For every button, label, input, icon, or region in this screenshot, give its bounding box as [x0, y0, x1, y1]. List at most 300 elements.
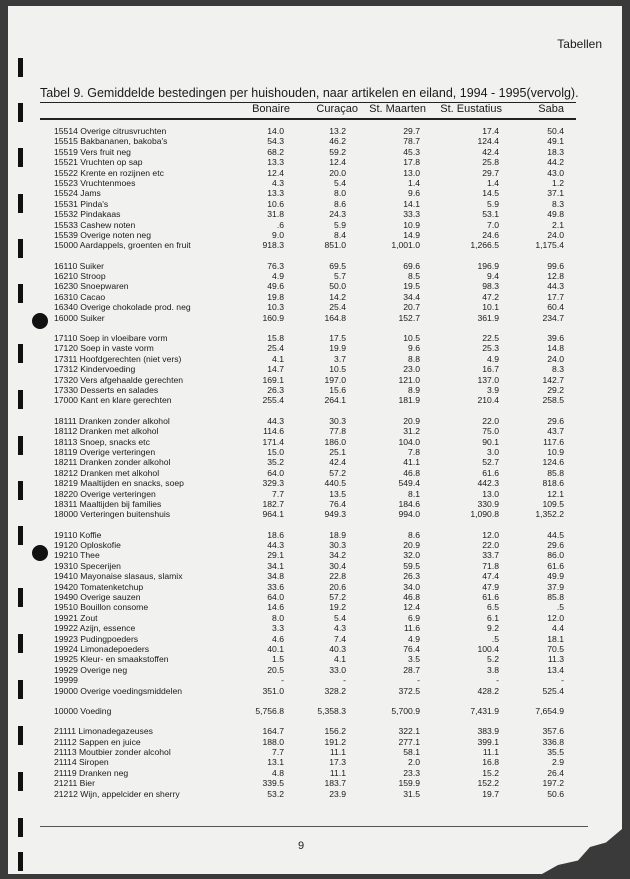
column-header-st-eustatius: St. Eustatius: [440, 103, 502, 115]
row-value: 994.0: [398, 509, 420, 520]
row-value: 44.2: [547, 157, 564, 168]
row-value: 182.7: [262, 498, 284, 509]
row-value: 34.0: [403, 581, 420, 592]
binder-mark: [18, 344, 23, 363]
row-label: 17312 Kindervoeding: [54, 364, 136, 375]
row-value: 160.9: [262, 312, 284, 323]
binder-mark: [18, 588, 23, 607]
row-value: -: [561, 675, 564, 686]
row-value: 13.2: [329, 126, 346, 136]
row-value: 77.8: [329, 426, 346, 437]
row-value: 16.8: [482, 757, 499, 768]
row-value: 23.0: [403, 364, 420, 375]
table-row: [54, 747, 574, 757]
row-value: 20.6: [329, 581, 346, 592]
row-label: 18119 Overige verteringen: [54, 446, 156, 457]
row-value: 255.4: [262, 395, 284, 406]
row-value: 26.3: [267, 384, 284, 395]
row-value: 7.7: [272, 747, 284, 758]
row-value: 12.4: [403, 602, 420, 613]
table-row: [54, 509, 574, 519]
row-value: 152.7: [398, 312, 420, 323]
row-label: 19000 Overige voedingsmiddelen: [54, 685, 183, 696]
row-label: 19120 Oploskofie: [54, 540, 121, 551]
table-row: [54, 457, 574, 467]
row-value: 34.1: [267, 560, 284, 571]
table-row: [54, 220, 574, 230]
row-value: 59.5: [403, 560, 420, 571]
row-value: 9.4: [487, 271, 499, 282]
table-row: [54, 789, 574, 799]
row-value: 4.9: [272, 271, 284, 282]
row-value: 23.3: [403, 767, 420, 778]
row-value: 210.4: [477, 395, 499, 406]
row-value: 164.8: [324, 312, 346, 323]
row-value: 11.6: [403, 623, 420, 634]
row-value: 8.1: [408, 488, 420, 499]
table-row: [54, 654, 574, 664]
row-value: 76.4: [403, 643, 420, 654]
row-value: 8.0: [334, 188, 346, 199]
row-value: 76.4: [329, 498, 346, 509]
row-value: 25.8: [482, 157, 499, 168]
row-value: 8.8: [408, 353, 420, 364]
table-row: [54, 385, 574, 395]
table-row: [54, 499, 574, 509]
binder-mark: [18, 852, 23, 871]
row-value: 13.5: [329, 488, 346, 499]
row-value: 69.6: [403, 260, 420, 271]
row-value: 15.2: [482, 767, 499, 778]
row-value: 13.0: [403, 167, 420, 178]
row-value: 1.4: [408, 177, 420, 188]
group-spacer: [54, 323, 574, 333]
row-value: 1,001.0: [391, 240, 420, 251]
row-value: 5.4: [334, 612, 346, 623]
row-value: 44.5: [547, 529, 564, 540]
row-value: 43.7: [547, 426, 564, 437]
table-row: [54, 623, 574, 633]
column-header-bonaire: Bonaire: [252, 103, 290, 115]
row-value: 9.0: [272, 229, 284, 240]
row-value: 18.6: [267, 529, 284, 540]
row-value: 1.5: [272, 654, 284, 665]
row-value: 169.1: [262, 374, 284, 385]
row-value: 17.3: [329, 757, 346, 768]
table-row: [54, 726, 574, 736]
row-value: 46.8: [403, 592, 420, 603]
row-value: 5.4: [334, 177, 346, 188]
row-value: .6: [276, 219, 284, 230]
row-label: 15521 Vruchten op sap: [54, 157, 143, 168]
binder-mark: [18, 284, 23, 303]
row-label: 18000 Verteringen buitenshuis: [54, 509, 171, 520]
row-value: 11.1: [482, 747, 499, 758]
row-value: 46.2: [329, 136, 346, 147]
row-value: 52.7: [482, 457, 499, 468]
document-page: [8, 6, 622, 874]
table-body: [54, 126, 574, 799]
row-value: 351.0: [262, 685, 284, 696]
punch-hole: [32, 545, 48, 561]
table-row: [54, 126, 574, 136]
row-value: 49.6: [267, 281, 284, 292]
row-value: 181.9: [398, 395, 420, 406]
row-value: 10.3: [267, 302, 284, 313]
row-value: 45.3: [403, 146, 420, 157]
row-label: 21111 Limonadegazeuses: [54, 726, 153, 737]
row-label: 18111 Dranken zonder alkohol: [54, 415, 170, 426]
row-value: 10.9: [403, 219, 420, 230]
row-value: 44.3: [547, 281, 564, 292]
row-value: 197.2: [542, 778, 564, 789]
row-label: 15522 Krente en rozijnen etc: [54, 167, 164, 178]
torn-corner: [542, 829, 622, 874]
row-value: 13.3: [267, 157, 284, 168]
row-value: 22.5: [482, 333, 499, 344]
row-value: 29.7: [482, 167, 499, 178]
table-row: [54, 550, 574, 560]
table-row: [54, 313, 574, 323]
row-value: 329.3: [262, 478, 284, 489]
table-row: [54, 364, 574, 374]
row-value: 15.0: [267, 446, 284, 457]
row-value: 7,654.9: [535, 705, 564, 716]
row-value: 183.7: [324, 778, 346, 789]
row-value: 4.9: [487, 353, 499, 364]
group-spacer: [54, 251, 574, 261]
row-value: 14.7: [267, 364, 284, 375]
row-value: 12.8: [547, 271, 564, 282]
column-header-saba: Saba: [538, 103, 564, 115]
table-row: [54, 147, 574, 157]
row-value: 2.1: [552, 219, 564, 230]
group-spacer: [54, 716, 574, 726]
row-label: 15515 Bakbananen, bakoba's: [54, 136, 168, 147]
row-value: 12.0: [482, 529, 499, 540]
row-value: 4.6: [272, 633, 284, 644]
row-value: 258.5: [542, 395, 564, 406]
table-row: [54, 644, 574, 654]
binder-mark: [18, 390, 23, 409]
row-value: 40.3: [329, 643, 346, 654]
row-value: 6.1: [487, 612, 499, 623]
table-row: [54, 395, 574, 405]
row-value: 61.6: [482, 592, 499, 603]
table-row: [54, 478, 574, 488]
row-value: 50.4: [547, 126, 564, 136]
table-row: [54, 447, 574, 457]
row-value: 918.3: [262, 240, 284, 251]
row-value: 47.2: [482, 291, 499, 302]
row-value: 1,090.8: [470, 509, 499, 520]
row-value: 49.8: [547, 209, 564, 220]
row-value: 11.1: [329, 747, 346, 758]
table-row: [54, 209, 574, 219]
row-value: 24.6: [482, 229, 499, 240]
row-label: 19210 Thee: [54, 550, 100, 561]
row-value: 330.9: [477, 498, 499, 509]
row-value: 197.0: [324, 374, 346, 385]
footer-rule: [40, 826, 588, 827]
row-value: 5.9: [334, 219, 346, 230]
table-row: [54, 302, 574, 312]
row-value: 42.4: [329, 457, 346, 468]
row-value: 53.2: [267, 788, 284, 799]
row-value: 3.0: [487, 446, 499, 457]
row-value: 8.3: [552, 364, 564, 375]
row-label: 17330 Desserts en salades: [54, 384, 159, 395]
row-value: -: [281, 675, 284, 686]
table-row: [54, 136, 574, 146]
table-row: [54, 530, 574, 540]
row-value: 6.9: [408, 612, 420, 623]
row-value: 322.1: [398, 726, 420, 737]
row-value: 15.6: [329, 384, 346, 395]
row-value: 12.4: [267, 167, 284, 178]
row-value: 184.6: [398, 498, 420, 509]
row-value: 44.3: [267, 415, 284, 426]
table-row: [54, 271, 574, 281]
row-value: 357.6: [542, 726, 564, 737]
row-value: 12.4: [329, 157, 346, 168]
row-value: 35.5: [547, 747, 564, 758]
row-label: 21119 Dranken neg: [54, 767, 129, 778]
row-label: 18220 Overige verteringen: [54, 488, 156, 499]
row-value: 47.4: [482, 571, 499, 582]
row-value: 39.6: [547, 333, 564, 344]
row-value: 5.2: [487, 654, 499, 665]
table-row: [54, 540, 574, 550]
binder-mark: [18, 634, 23, 653]
row-value: 14.2: [329, 291, 346, 302]
row-value: 34.2: [329, 550, 346, 561]
row-value: 1,266.5: [470, 240, 499, 251]
row-label: 19925 Kleur- en smaakstoffen: [54, 654, 169, 665]
row-value: 9.6: [408, 188, 420, 199]
page-number: 9: [298, 840, 305, 852]
row-value: 14.9: [403, 229, 420, 240]
table-row: [54, 199, 574, 209]
table-row: [54, 354, 574, 364]
row-value: 31.5: [403, 788, 420, 799]
row-label: 17110 Soep in vloeibare vorm: [54, 333, 168, 344]
row-label: 19922 Azijn, essence: [54, 623, 136, 634]
row-value: 30.3: [329, 540, 346, 551]
row-value: 10.5: [329, 364, 346, 375]
table-row: [54, 489, 574, 499]
row-value: 29.6: [547, 415, 564, 426]
row-label: 21211 Bier: [54, 778, 95, 789]
row-value: 4.3: [272, 177, 284, 188]
row-value: 3.3: [272, 623, 284, 634]
row-value: 4.4: [552, 623, 564, 634]
row-value: 156.2: [324, 726, 346, 737]
row-label: 16310 Cacao: [54, 291, 106, 302]
row-value: 34.4: [403, 291, 420, 302]
row-value: 20.7: [403, 302, 420, 313]
table-title: Tabel 9. Gemiddelde bestedingen per huishouden, naar artikelen en eiland, 1994 - 1995(vervolg).: [40, 86, 579, 100]
binder-mark: [18, 481, 23, 500]
row-value: 24.0: [547, 353, 564, 364]
row-value: 25.1: [329, 446, 346, 457]
row-value: 13.4: [547, 664, 564, 675]
row-value: 12.0: [547, 612, 564, 623]
row-value: 9.2: [487, 623, 499, 634]
table-row: [54, 230, 574, 240]
row-value: 164.7: [262, 726, 284, 737]
row-value: 8.9: [408, 384, 420, 395]
row-value: 2.0: [408, 757, 420, 768]
row-value: 336.8: [542, 736, 564, 747]
row-value: 16.7: [482, 364, 499, 375]
row-value: 25.3: [482, 343, 499, 354]
row-value: 4.1: [334, 654, 346, 665]
row-value: 40.1: [267, 643, 284, 654]
table-row: [54, 675, 574, 685]
row-value: 33.3: [403, 209, 420, 220]
row-label: 18211 Dranken zonder alkohol: [54, 457, 171, 468]
row-label: 15531 Pinda's: [54, 198, 109, 209]
row-label: 19420 Tomatenketchup: [54, 581, 144, 592]
row-label: 19490 Overige sauzen: [54, 592, 141, 603]
binder-mark: [18, 818, 23, 837]
row-value: 26.3: [403, 571, 420, 582]
row-value: 8.6: [334, 198, 346, 209]
table-row: [54, 778, 574, 788]
row-value: 10.1: [482, 302, 499, 313]
row-value: 41.1: [403, 457, 420, 468]
row-label: 19999: [54, 675, 78, 686]
row-value: 114.6: [263, 426, 284, 437]
punch-hole: [32, 313, 48, 329]
row-value: 104.0: [398, 436, 420, 447]
table-row: [54, 602, 574, 612]
table-row: [54, 634, 574, 644]
row-value: 5,700.9: [391, 705, 420, 716]
row-value: 264.1: [324, 395, 346, 406]
row-value: 46.8: [403, 467, 420, 478]
row-label: 16000 Suiker: [54, 312, 105, 323]
row-value: 8.3: [552, 198, 564, 209]
row-value: 8.0: [272, 612, 284, 623]
row-label: 15514 Overige citrusvruchten: [54, 126, 167, 136]
row-value: 37.1: [547, 188, 564, 199]
row-value: 121.0: [398, 374, 420, 385]
binder-mark: [18, 103, 23, 122]
table-row: [54, 188, 574, 198]
row-label: 21114 Siropen: [54, 757, 109, 768]
row-value: 19.9: [329, 343, 346, 354]
row-value: 5.9: [487, 198, 499, 209]
row-value: 35.2: [267, 457, 284, 468]
row-value: 964.1: [262, 509, 284, 520]
row-value: .5: [491, 633, 499, 644]
row-label: 21212 Wijn, appelcider en sherry: [54, 788, 180, 799]
row-value: 13.0: [482, 488, 499, 499]
row-value: 3.8: [487, 664, 499, 675]
row-label: 15539 Overige noten neg: [54, 229, 151, 240]
row-value: 26.4: [547, 767, 564, 778]
row-label: 15000 Aardappels, groenten en fruit: [54, 240, 191, 251]
row-value: 372.5: [398, 685, 420, 696]
row-label: 19110 Koffie: [54, 529, 102, 540]
header-rule: [40, 118, 576, 120]
row-value: 3.5: [408, 654, 420, 665]
row-value: 69.5: [329, 260, 346, 271]
row-value: 50.0: [329, 281, 346, 292]
row-value: 57.2: [329, 467, 346, 478]
row-label: 19929 Overige neg: [54, 664, 128, 675]
table-row: [54, 665, 574, 675]
row-value: 29.7: [403, 126, 420, 136]
table-row: [54, 768, 574, 778]
row-value: 31.8: [267, 209, 284, 220]
row-value: .5: [556, 602, 564, 613]
row-value: 17.8: [403, 157, 420, 168]
row-value: 50.6: [547, 788, 564, 799]
row-value: 14.1: [403, 198, 420, 209]
row-value: 29.6: [547, 540, 564, 551]
row-value: 10.5: [403, 333, 420, 344]
row-label: 18112 Dranken met alkohol: [54, 426, 159, 437]
row-value: 4.8: [272, 767, 284, 778]
row-value: 25.4: [267, 343, 284, 354]
row-value: 76.3: [267, 260, 284, 271]
row-value: 85.8: [547, 592, 564, 603]
row-value: 137.0: [477, 374, 499, 385]
table-row: [54, 416, 574, 426]
row-value: 78.7: [403, 136, 420, 147]
row-value: 5.7: [334, 271, 346, 282]
row-value: 47.9: [482, 581, 499, 592]
row-value: 70.5: [547, 643, 564, 654]
row-value: 11.3: [547, 654, 564, 665]
row-value: 19.7: [482, 788, 499, 799]
row-value: 440.5: [324, 478, 346, 489]
row-value: 28.7: [403, 664, 420, 675]
row-label: 17000 Kant en klare gerechten: [54, 395, 172, 406]
row-value: 42.4: [482, 146, 499, 157]
binder-mark: [18, 239, 23, 258]
row-value: 7.4: [334, 633, 346, 644]
row-value: 20.0: [329, 167, 346, 178]
row-value: 64.0: [267, 467, 284, 478]
row-value: 2.9: [552, 757, 564, 768]
table-row: [54, 240, 574, 250]
row-value: 99.6: [547, 260, 564, 271]
row-value: 399.1: [477, 736, 499, 747]
table-row: [54, 582, 574, 592]
binder-mark: [18, 526, 23, 545]
row-value: 361.9: [477, 312, 499, 323]
table-row: [54, 343, 574, 353]
row-value: 339.5: [262, 778, 284, 789]
row-value: 7,431.9: [470, 705, 499, 716]
row-value: 818.6: [542, 478, 564, 489]
row-value: 22.0: [482, 415, 499, 426]
row-value: 18.9: [329, 529, 346, 540]
row-value: 159.9: [398, 778, 420, 789]
row-value: 549.4: [398, 478, 420, 489]
row-value: 71.8: [482, 560, 499, 571]
binder-mark: [18, 58, 23, 77]
row-value: 13.3: [267, 188, 284, 199]
row-value: 15.8: [267, 333, 284, 344]
row-value: 171.4: [262, 436, 284, 447]
row-value: 59.2: [329, 146, 346, 157]
row-value: 10.6: [267, 198, 284, 209]
